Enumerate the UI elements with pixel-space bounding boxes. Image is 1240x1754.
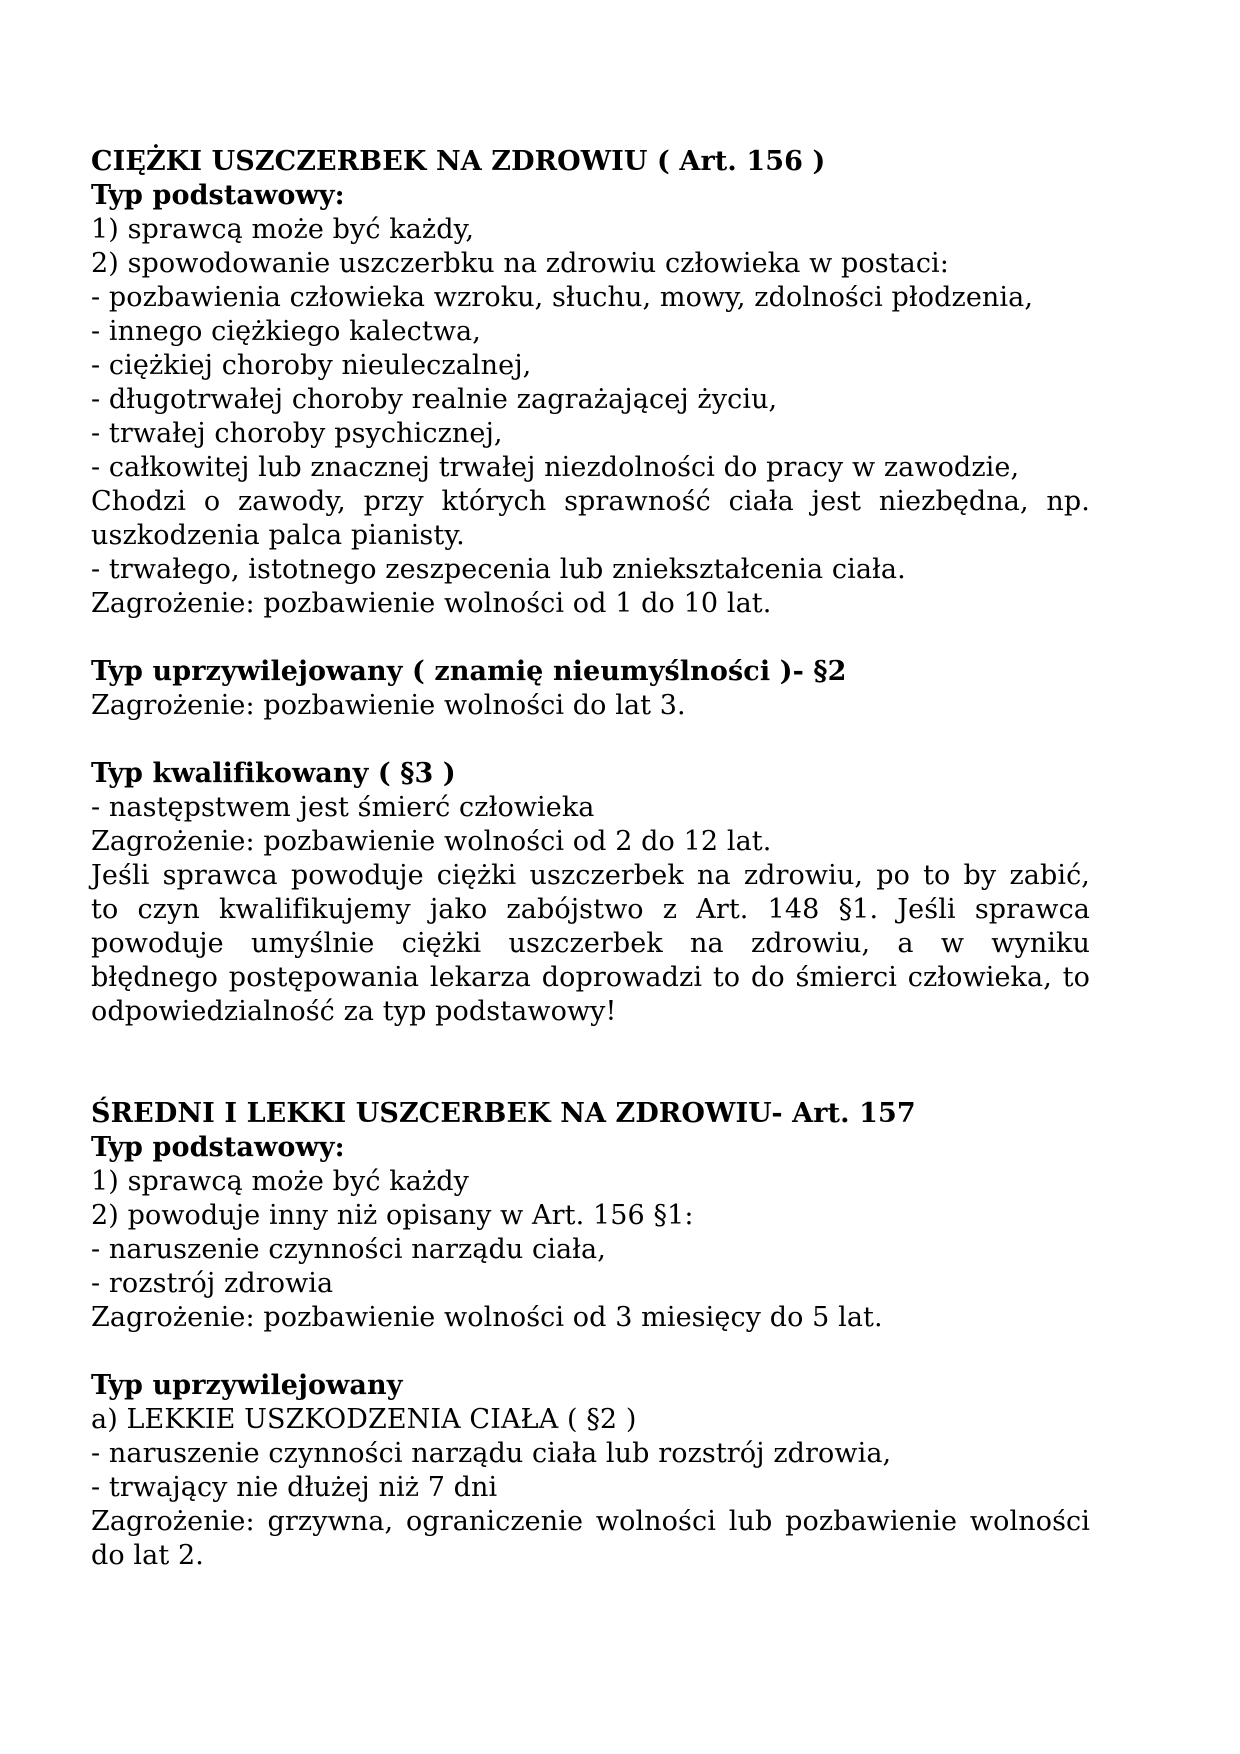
- document-page: [91, 145, 1091, 1573]
- text-line: 2) powoduje inny niż opisany w Art. 156 §1:: [91, 1200, 694, 1231]
- text-line: 2) spowodowanie uszczerbku na zdrowiu człowieka w postaci:: [91, 248, 949, 279]
- penalty-text: Zagrożenie: pozbawienie wolności od 3 miesięcy do 5 lat.: [91, 1302, 883, 1333]
- text-line: Chodzi o zawody, przy których sprawność ciała jest niezbędna, np.: [91, 486, 1090, 517]
- penalty-text: Zagrożenie: pozbawienie wolności od 1 do 10 lat.: [91, 588, 772, 619]
- subsection-heading: Typ podstawowy:: [91, 1132, 345, 1163]
- subsection-heading: Typ kwalifikowany ( §3 ): [91, 758, 456, 789]
- list-item: - całkowitej lub znacznej trwałej niezdolności do pracy w zawodzie,: [91, 452, 1020, 483]
- list-item: - następstwem jest śmierć człowieka: [91, 792, 595, 823]
- text-line: 1) sprawcą może być każdy,: [91, 214, 475, 245]
- list-item: - naruszenie czynności narządu ciała lub rozstrój zdrowia,: [91, 1438, 892, 1469]
- list-item: - trwający nie dłużej niż 7 dni: [91, 1472, 498, 1503]
- note-line: Jeśli sprawca powoduje ciężki uszczerbek na zdrowiu, po to by zabić,: [91, 860, 1090, 891]
- list-item: - trwałego, istotnego zeszpecenia lub zniekształcenia ciała.: [91, 554, 906, 585]
- penalty-text: Zagrożenie: grzywna, ograniczenie wolności lub pozbawienie wolności: [91, 1506, 1090, 1537]
- list-item: - innego ciężkiego kalectwa,: [91, 316, 481, 347]
- section-title: CIĘŻKI USZCZERBEK NA ZDROWIU ( Art. 156 ): [91, 146, 826, 177]
- subsection-heading: Typ uprzywilejowany: [91, 1370, 403, 1401]
- note-line: odpowiedzialność za typ podstawowy!: [91, 996, 617, 1027]
- section-title: ŚREDNI I LEKKI USZCERBEK NA ZDROWIU- Art. 157: [91, 1098, 916, 1129]
- list-item: - pozbawienia człowieka wzroku, słuchu, mowy, zdolności płodzenia,: [91, 282, 1034, 313]
- text-line: a) LEKKIE USZKODZENIA CIAŁA ( §2 ): [91, 1404, 637, 1435]
- list-item: - ciężkiej choroby nieuleczalnej,: [91, 350, 532, 381]
- subsection-heading: Typ uprzywilejowany ( znamię nieumyślności )- §2: [91, 656, 847, 687]
- list-item: - rozstrój zdrowia: [91, 1268, 334, 1299]
- penalty-text: do lat 2.: [91, 1540, 204, 1571]
- note-line: błędnego postępowania lekarza doprowadzi to do śmierci człowieka, to: [91, 962, 1090, 993]
- list-item: - długotrwałej choroby realnie zagrażającej życiu,: [91, 384, 778, 415]
- note-line: powoduje umyślnie ciężki uszczerbek na zdrowiu, a w wyniku: [91, 928, 1090, 959]
- penalty-text: Zagrożenie: pozbawienie wolności od 2 do 12 lat.: [91, 826, 772, 857]
- subsection-heading: Typ podstawowy:: [91, 180, 345, 211]
- list-item: - naruszenie czynności narządu ciała,: [91, 1234, 606, 1265]
- list-item: - trwałej choroby psychicznej,: [91, 418, 503, 449]
- text-line: 1) sprawcą może być każdy: [91, 1166, 469, 1197]
- note-line: to czyn kwalifikujemy jako zabójstwo z Art. 148 §1. Jeśli sprawca: [91, 894, 1090, 925]
- penalty-text: Zagrożenie: pozbawienie wolności do lat 3.: [91, 690, 686, 721]
- text-line: uszkodzenia palca pianisty.: [91, 520, 465, 551]
